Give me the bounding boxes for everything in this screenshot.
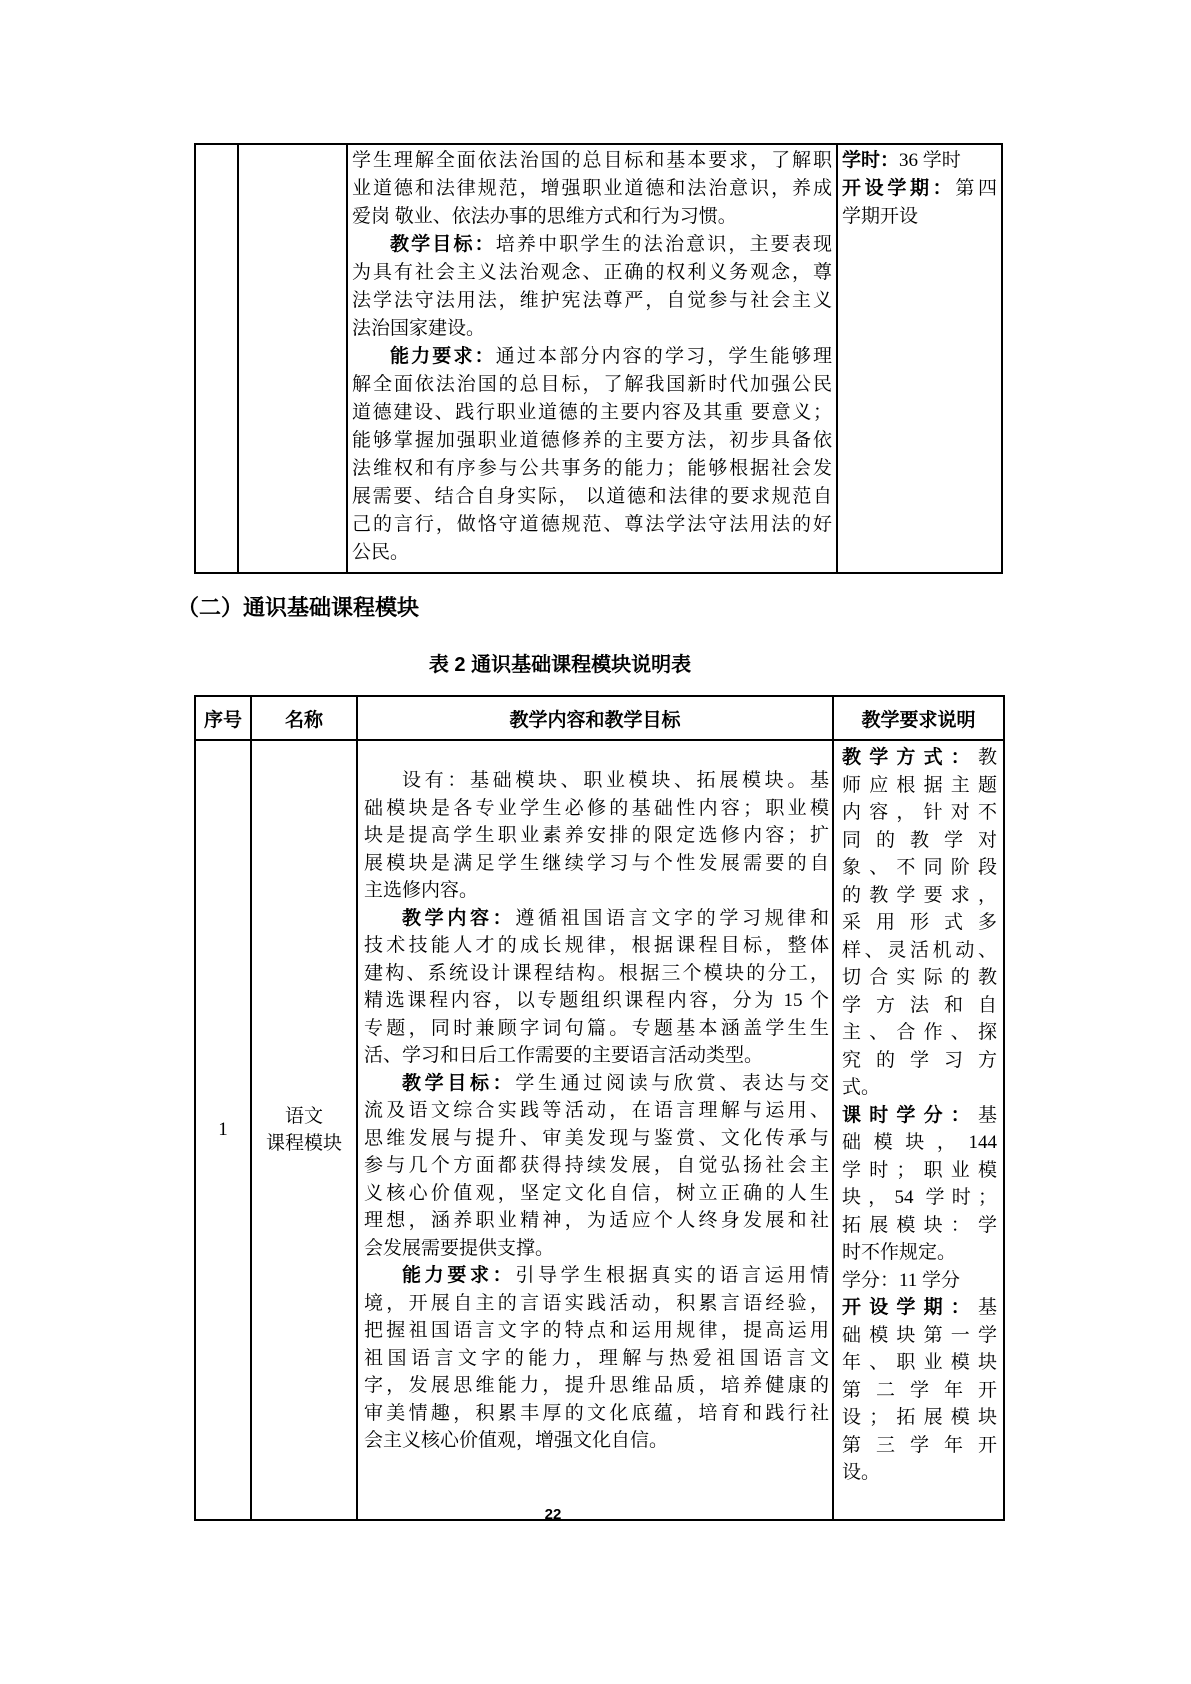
row-content-cell: 设有：基础模块、职业模块、拓展模块。基 础模块是各专业学生必修的基础性内容；职业模 块是提高学生职业素养安排的限定选修内容；扩 展模块是满足学生继续学习与个性发展需要的自 主选修内容。 教学内容：遵循祖国语言文字的学习规律和 技术技能人才的成长规律，根据课程目标，整体 建构、系统设计课程结构。根据三个模块的分工， 精选课程内容，以专题组织课程内容，分为 15 个 专题，同时兼顾字词句篇。专题基本涵盖学生生 活、学习和日后工作需要的主要语言活动类型。 教学目标：学生通过阅读与欣赏、表达与交 流及语文综合实践等活动，在语言理解与运用、 思维发展与提升、审美发现与鉴赏、文化传承与 参与几个方面都获得持续发展，自觉弘扬社会主 义核心价值观，坚定文化自信，树立正确的人生 理想，涵养职业精神，为适应个人终身发展和社 会发展需要提供支撑。 能力要求：引导学生根据真实的语言运用情 境，开展自主的言语实践活动，积累言语经验， 把握祖国语言文字的特点和运用规律，提高运用 祖国语言文字的能力，理解与热爱祖国语言文 字，发展思维能力，提升思维品质，培养健康的 审美情趣，积累丰厚的文化底蕴，培育和践行社 会主义核心价值观，增强文化自信。 [357, 740, 833, 1520]
row-name-cell: 语文 课程模块 [251, 740, 357, 1520]
continued-index-cell [195, 144, 238, 573]
table-row [195, 144, 1002, 573]
continued-requirement-cell: 学时：36 学时 开设学期：第四 学期开设 [837, 144, 1002, 573]
header-requirement: 教学要求说明 [833, 696, 1004, 740]
continued-name-cell [238, 144, 347, 573]
table-row [195, 740, 1004, 1520]
general-basic-course-table [194, 695, 1005, 1521]
table2-caption: 表 2 通识基础课程模块说明表 [428, 654, 692, 676]
page-number: 22 [544, 1506, 562, 1523]
continued-content-cell: 学生理解全面依法治国的总目标和基本要求，了解职 业道德和法律规范，增强职业道德和法治意识，养成 爱岗 敬业、依法办事的思维方式和行为习惯。 教学目标：培养中职学生的法治意识，主要表现 为具有社会主义法治观念、正确的权利义务观念，尊 法学法守法用法，维护宪法尊严，自觉参与社会主义 法治国家建设。 能力要求：通过本部分内容的学习，学生能够理 解全面依法治国的总目标，了解我国新时代加强公民 道德建设、践行职业道德的主要内容及其重 要意义； 能够掌握加强职业道德修养的主要方法，初步具备依 法维权和有序参与公共事务的能力；能够根据社会发 展需要、结合自身实际， 以道德和法律的要求规范自 己的言行，做恪守道德规范、尊法学法守法用法的好 公民。 [347, 144, 837, 573]
table-header-row [195, 696, 1004, 740]
continued-course-table [194, 143, 1003, 574]
row-index-cell: 1 [195, 740, 251, 1520]
header-content: 教学内容和教学目标 [357, 696, 833, 740]
header-index: 序号 [195, 696, 251, 740]
row-requirement-cell: 教学方式：教 师应根据主题 内容，针对不 同的教学对 象、不同阶段 的教学要求， 采用形式多 样、灵活机动、 切合实际的教 学方法和自 主、合作、探 究的学习方 式。 课时学分：基 础模块，144 学时；职业模 块，54 学时； 拓展模块：学 时不作规定。 学分：11 学分 开设学期：基 础模块第一学 年、职业模块 第二学年开 设；拓展模块 第三学年开 设。 [833, 740, 1004, 1520]
header-name: 名称 [251, 696, 357, 740]
section-heading: （二）通识基础课程模块 [177, 595, 420, 620]
